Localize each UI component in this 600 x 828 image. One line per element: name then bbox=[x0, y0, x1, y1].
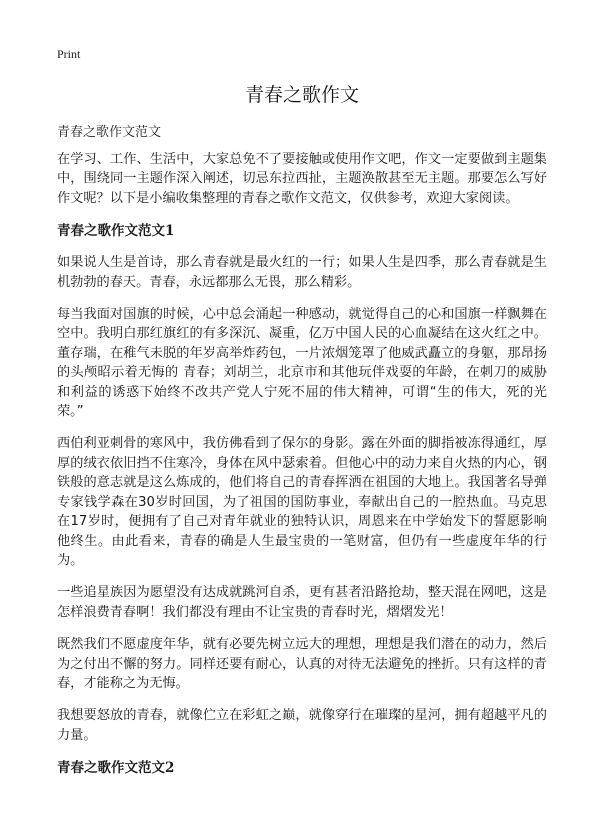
page-title: 青春之歌作文 bbox=[244, 84, 359, 106]
paragraph: 我想要怒放的青春，就像伫立在彩虹之巅，就像穿行在璀璨的星河，拥有超越平凡的力量。 bbox=[57, 708, 547, 743]
print-label[interactable]: Print bbox=[57, 47, 81, 61]
section-heading-2: 青春之歌作文范文2 bbox=[57, 760, 175, 777]
document-subtitle: 青春之歌作文范文 bbox=[57, 125, 162, 140]
paragraph: 西伯利亚刺骨的寒风中，我仿佛看到了保尔的身影。露在外面的脚指被冻得通红，厚厚的绒衣依旧挡不住寒冷，身体在风中瑟索着。但他心中的动力来自火热的内心，钢铁般的意志就是这么炼成的，他们将自己的青春挥洒在祖国的大地上。我国著名导弹专家钱学森在30岁时回国，为了祖国的国防事业，奉献出自己的一腔热血。马克思在17岁时，便拥有了自己对青年就业的独特认识，周恩来在中学始发下的誓愿影响他终生。由此看来，青春的确是人生最宝贵的一笔财富，但仍有一些虚度年华的行为。 bbox=[57, 436, 547, 568]
article-body bbox=[57, 150, 547, 790]
paragraph: 既然我们不愿虚度年华，就有必要先树立远大的理想，理想是我们潜在的动力，然后为之付出不懈的努力。同样还要有耐心，认真的对待无法避免的挫折。只有这样的青春，才能称之为无悔。 bbox=[57, 637, 547, 691]
intro-paragraph: 在学习、工作、生活中，大家总免不了要接触或使用作文吧，作文一定要做到主题集中，围绕同一主题作深入阐述，切忌东拉西扯，主题涣散甚至无主题。那要怎么写好作文呢？以下是小编收集整理的青春之歌作文范文，仅供参考，欢迎大家阅读。 bbox=[57, 152, 547, 206]
paragraph: 每当我面对国旗的时候，心中总会涌起一种感动，就觉得自己的心和国旗一样飘舞在空中。我明白那红旗红的有多深沉、凝重，亿万中国人民的心血凝结在这火红之中。董存瑞，在稚气未脱的年岁高举炸药包，一片浓烟笼罩了他威武矗立的身躯，那昂扬的头颅昭示着无悔的 青春；刘胡兰，北京市和其他玩伴戏耍的年龄，在刺刀的威胁和利益的诱惑下始终不改共产党人宁死不屈的伟大精神，可谓“生的伟大，死的光荣。” bbox=[57, 307, 547, 420]
paragraph: 如果说人生是首诗，那么青春就是最火红的一行；如果人生是四季，那么青春就是生机勃勃的春天。青春，永远都那么无畏，那么精彩。 bbox=[57, 255, 547, 290]
section-heading-1: 青春之歌作文范文1 bbox=[57, 223, 175, 240]
paragraph: 一些追星族因为愿望没有达成就跳河自杀，更有甚者沿路抢劫，整天混在网吧，这是怎样浪费青春啊！我们都没有理由不让宝贵的青春时光，熠熠发光！ bbox=[57, 585, 547, 620]
